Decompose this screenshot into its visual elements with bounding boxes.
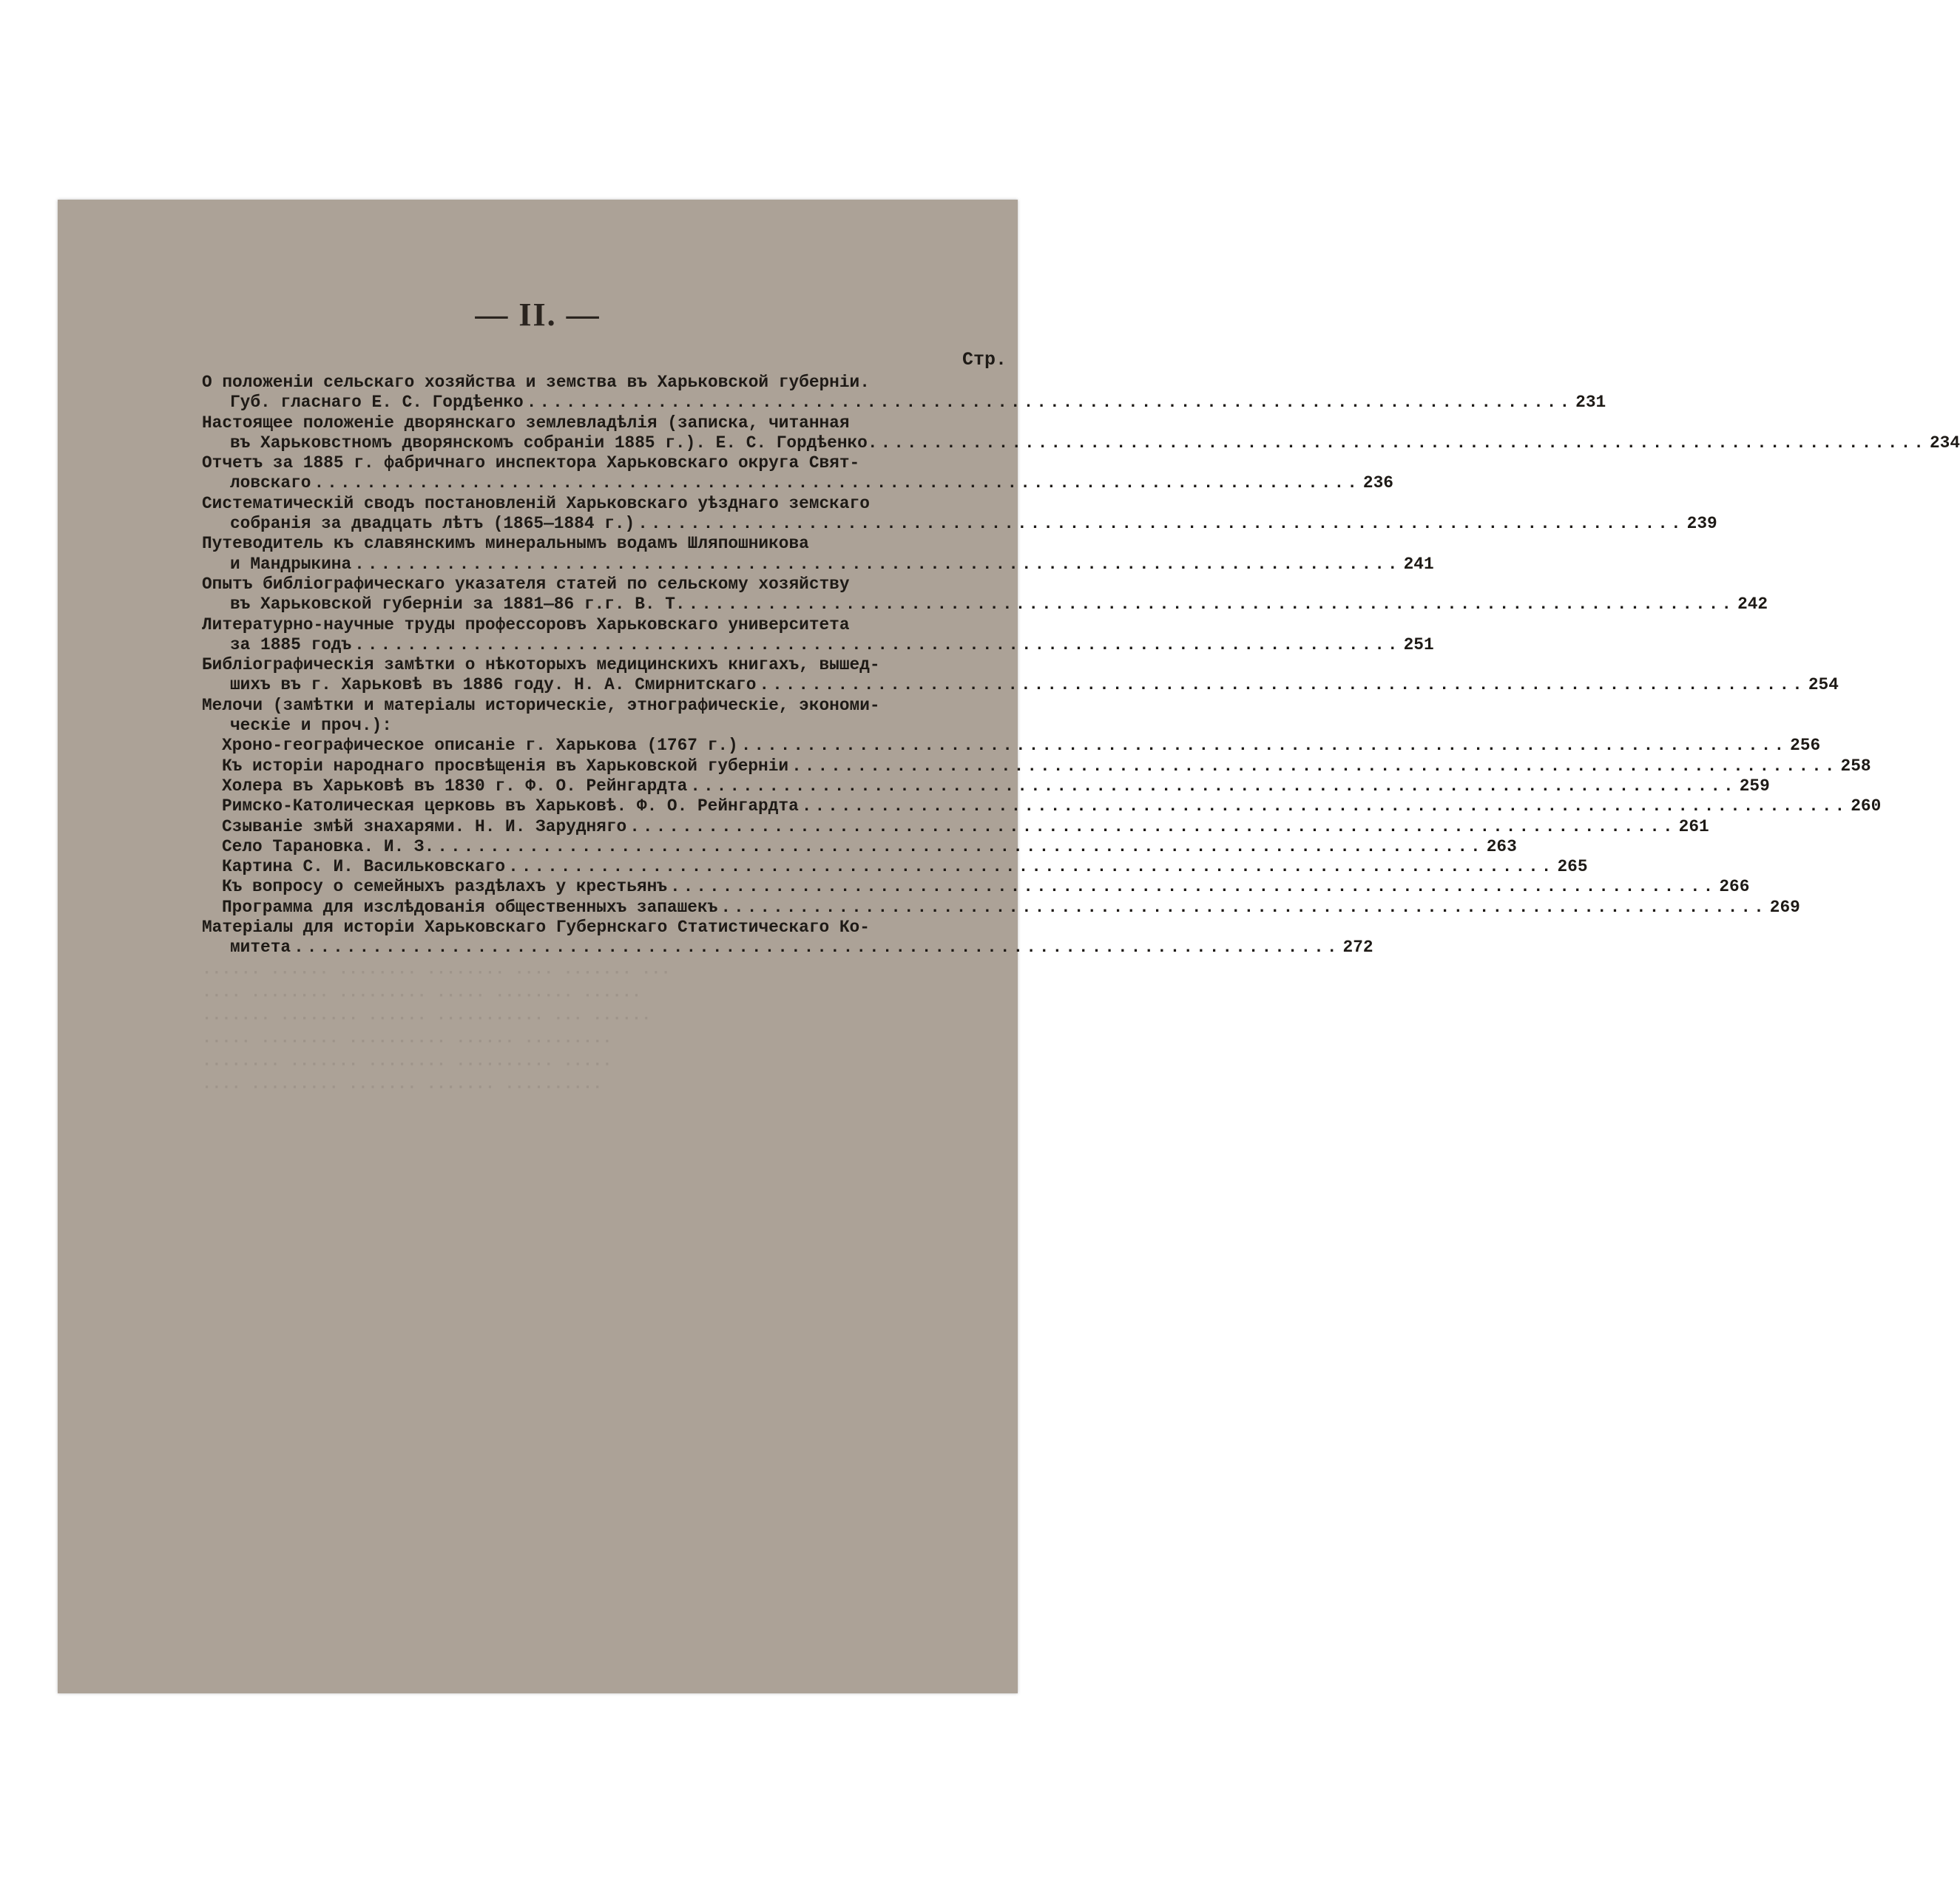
toc-entry-title: въ Харьковстномъ дворянскомъ собраніи 1885 г.). Е. С. Гордѣенко.	[230, 433, 878, 453]
toc-entry-page: 263	[1486, 836, 1517, 856]
toc-entry-title: Сзываніе змѣй знахарями. Н. И. Зарудняго	[222, 816, 627, 836]
table-of-contents	[202, 348, 1960, 958]
toc-entry-title: Настоящее положеніе дворянскаго землевладѣлія (записка, читанная	[202, 413, 850, 433]
toc-entry-page: 260	[1851, 796, 1882, 816]
toc-entry-page: 265	[1557, 857, 1588, 877]
toc-entry-page: 266	[1719, 877, 1750, 897]
page-number: — II. —	[475, 297, 601, 333]
toc-entry-page: 269	[1769, 897, 1800, 917]
toc-entry-title: ловскаго	[230, 473, 311, 493]
dot-leader: ................................................................................	[437, 836, 1484, 856]
toc-entry	[202, 453, 1393, 494]
toc-entry-title: Программа для изслѣдованія общественныхъ запашекъ	[222, 897, 718, 917]
toc-entry-title: О положеніи сельскаго хозяйства и земства въ Харьковской губерніи.	[202, 373, 870, 392]
dot-leader: ................................................................................	[354, 634, 1401, 654]
toc-entry	[202, 614, 1434, 656]
book-page	[58, 200, 1960, 1693]
dot-leader: ................................................................................	[526, 393, 1573, 413]
toc-entry	[202, 836, 1517, 857]
toc-entry-title: Систематическій сводъ постановленій Харьковскаго уѣзднаго земскаго	[202, 493, 870, 513]
dot-leader: ................................................................................	[629, 816, 1676, 836]
toc-entry-title: ческіе и проч.):	[230, 716, 392, 736]
toc-entry-title: Хроно-географическое описаніе г. Харькова (1767 г.)	[222, 736, 738, 756]
toc-entry-title: Опытъ библіографическаго указателя статей по сельскому хозяйству	[202, 574, 850, 594]
dot-leader: ................................................................................	[294, 938, 1340, 958]
toc-entry-title: Картина С. И. Васильковскаго	[222, 857, 506, 877]
toc-entry-title: Библіографическія замѣтки о нѣкоторыхъ медицинскихъ книгахъ, вышед-	[202, 655, 880, 675]
toc-entry-page: 259	[1739, 776, 1770, 796]
toc-entry	[202, 413, 1960, 454]
toc-entry	[202, 736, 1821, 756]
toc-entry-page: 272	[1342, 938, 1373, 958]
toc-entry-page: 231	[1575, 393, 1606, 413]
toc-entry-page: 236	[1362, 473, 1393, 493]
toc-entry	[202, 877, 1750, 897]
dot-leader: ................................................................................	[508, 857, 1555, 877]
toc-entry-title: въ Харьковской губерніи за 1881—86 г.г. В. Т.	[230, 595, 686, 614]
dot-leader: ................................................................................	[354, 554, 1401, 574]
dot-leader: ................................................................................	[801, 796, 1848, 816]
page-column-header: Стр.	[962, 349, 1007, 370]
toc-entry-title: Къ исторіи народнаго просвѣщенія въ Харьковской губерніи	[222, 756, 789, 776]
toc-entry	[202, 796, 1882, 816]
toc-entry	[202, 756, 1871, 776]
toc-entry	[202, 918, 1373, 958]
toc-entry-title: собранія за двадцать лѣтъ (1865—1884 г.)	[230, 514, 635, 534]
toc-entry	[202, 655, 1839, 696]
toc-entry	[202, 574, 1768, 615]
toc-entry-page: 261	[1678, 816, 1709, 836]
toc-entry-page: 258	[1840, 756, 1871, 776]
toc-entry-title: Матеріалы для исторіи Харьковскаго Губернскаго Статистическаго Ко-	[202, 918, 870, 938]
dot-leader: ................................................................................	[690, 776, 1737, 796]
toc-entry-title: Къ вопросу о семейныхъ раздѣлахъ у крестьянъ	[222, 877, 667, 897]
toc-entry-title: Литературно-научные труды профессоровъ Харьковскаго университета	[202, 614, 850, 634]
toc-entry-title: за 1885 годъ	[230, 634, 352, 654]
toc-entry-page: 241	[1403, 554, 1434, 574]
toc-entry-title: Холера въ Харьковѣ въ 1830 г. Ф. О. Рейнгардта	[222, 776, 688, 796]
toc-entry-title: Путеводитель къ славянскимъ минеральнымъ водамъ Шляпошникова	[202, 534, 809, 554]
toc-entry-page: 254	[1808, 675, 1839, 695]
toc-entry-title: шихъ въ г. Харьковѣ въ 1886 году. Н. А. Смирнитскаго	[230, 675, 757, 695]
toc-entry-title: Губ. гласнаго Е. С. Гордѣенко	[230, 393, 524, 413]
toc-entry-page: 239	[1686, 514, 1717, 534]
toc-entry	[202, 373, 1606, 413]
toc-entry	[202, 493, 1717, 535]
toc-entry	[202, 696, 1007, 736]
dot-leader: ................................................................................	[720, 897, 1767, 917]
bleed-through-text: ······ ······ ········ ········ ···· ······· ··· ···· ········ ········· ····· ········ ······ ······· ········ ······ ··········· ··· ······ ····· ········ ·········· ······ ········· ········ ······· ········ ·········· ····· ···· ········· ······· ······· ··········	[202, 964, 671, 1097]
toc-entry-title: митета	[230, 938, 291, 958]
dot-leader: ................................................................................	[791, 756, 1838, 776]
dot-leader: ................................................................................	[638, 514, 1684, 534]
toc-entry	[202, 776, 1770, 796]
toc-entry-title: Римско-Католическая церковь въ Харьковѣ. Ф. О. Рейнгардта	[222, 796, 799, 816]
toc-entry-page: 234	[1929, 433, 1960, 453]
toc-entry-page: 256	[1790, 736, 1821, 756]
dot-leader: ................................................................................	[759, 675, 1805, 695]
toc-entry	[202, 897, 1800, 918]
toc-entry-title: Отчетъ за 1885 г. фабричнаго инспектора Харьковскаго округа Свят-	[202, 453, 860, 473]
toc-entry	[202, 857, 1588, 877]
toc-entry	[202, 816, 1709, 837]
dot-leader: ................................................................................	[880, 433, 1927, 453]
dot-leader: ................................................................................	[688, 595, 1735, 614]
toc-entry-page: 251	[1403, 634, 1434, 654]
toc-entry-title: Мелочи (замѣтки и матеріалы историческіе, этнографическіе, экономи-	[202, 695, 880, 715]
toc-entry-page: 242	[1737, 595, 1768, 614]
toc-entry-title: и Мандрыкина	[230, 554, 352, 574]
toc-entry	[202, 534, 1434, 575]
dot-leader: ................................................................................	[740, 736, 1788, 756]
dot-leader: ................................................................................	[314, 473, 1360, 493]
dot-leader: ................................................................................	[669, 877, 1717, 897]
toc-entry-title: Село Тарановка. И. З.	[222, 836, 435, 856]
